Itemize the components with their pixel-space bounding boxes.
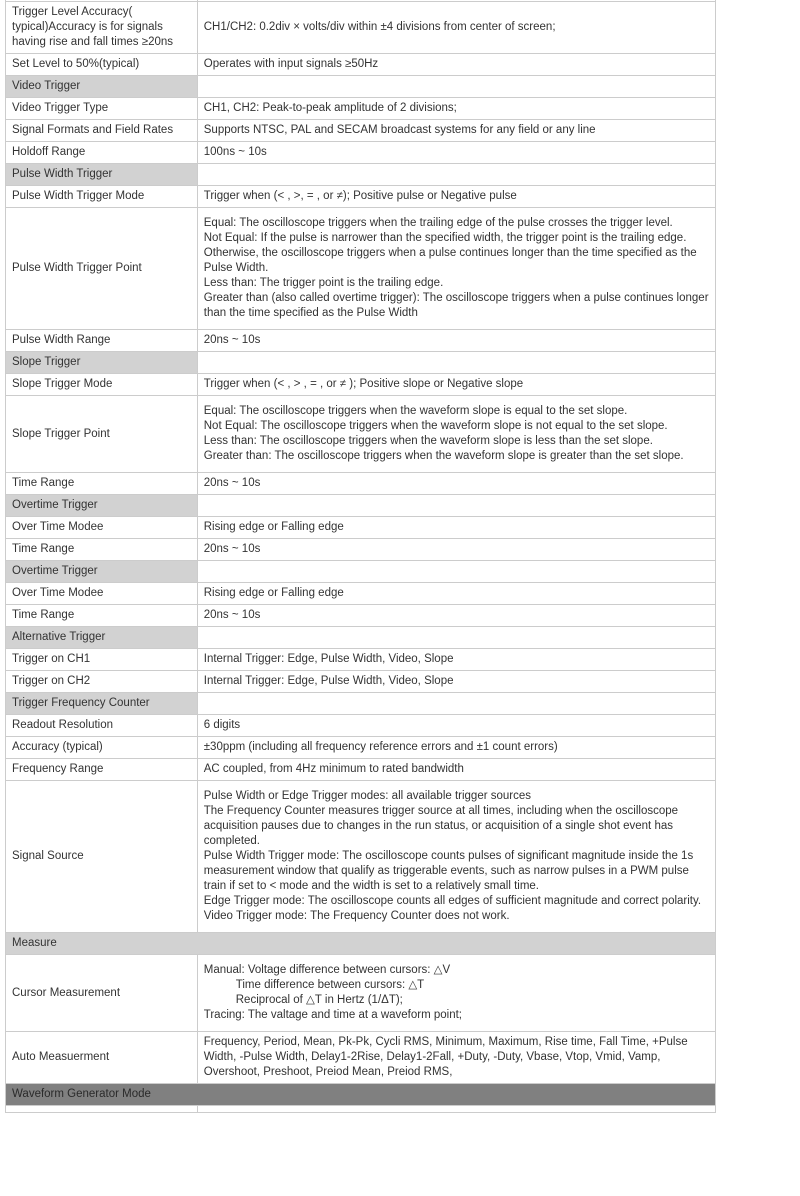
spec-value-line: 20ns ~ 10s xyxy=(203,477,261,489)
spec-value-line: 6 digits xyxy=(203,719,241,731)
spec-value-line: Rising edge or Falling edge xyxy=(203,521,344,533)
table-row xyxy=(6,473,716,495)
spec-value-cell xyxy=(197,715,715,737)
spec-value-line: 100ns ~ 10s xyxy=(203,146,267,158)
spec-key-cell: Cursor Measurement xyxy=(6,955,198,1032)
spec-key-cell: Slope Trigger Point xyxy=(6,396,198,473)
table-row xyxy=(6,98,716,120)
table-row xyxy=(6,955,716,1032)
spec-value-line: Pulse Width Trigger mode: The oscilloscope counts pulses of significant magnitude inside the 1s measurement window that qualify as triggerable events, such as narrow pulses in a PWM pulse train if set to < mode and the width is set to a relatively small time. xyxy=(203,850,694,892)
spec-key-cell: Time Range xyxy=(6,605,198,627)
section-title: Overtime Trigger xyxy=(6,561,198,583)
table-row xyxy=(6,781,716,933)
spec-key-cell: Holdoff Range xyxy=(6,142,198,164)
spec-value-line: CH1/CH2: 0.2div × volts/div within ±4 divisions from center of screen; xyxy=(203,21,556,33)
spec-value-cell xyxy=(197,583,715,605)
spec-value-line: Supports NTSC, PAL and SECAM broadcast systems for any field or any line xyxy=(203,124,596,136)
spec-value-line: Greater than: The oscilloscope triggers when the waveform slope is greater than the set slope. xyxy=(203,450,684,462)
spec-value-cell xyxy=(197,2,715,54)
section-title: Measure xyxy=(6,933,716,955)
section-header-row xyxy=(6,495,716,517)
spec-key-cell: Signal Source xyxy=(6,781,198,933)
spec-value-cell xyxy=(197,737,715,759)
section-empty-cell xyxy=(197,352,715,374)
spec-value-line: Equal: The oscilloscope triggers when the waveform slope is equal to the set slope. xyxy=(203,405,628,417)
spec-value-line: Trigger when (< , >, = , or ≠); Positive pulse or Negative pulse xyxy=(203,190,517,202)
spec-value-cell xyxy=(197,98,715,120)
table-row xyxy=(6,120,716,142)
spec-value-line: Trigger when (< , > , = , or ≠ ); Positive slope or Negative slope xyxy=(203,378,524,390)
specifications-table xyxy=(5,0,716,1113)
spec-value-cell xyxy=(197,517,715,539)
spec-key-cell: Pulse Width Trigger Mode xyxy=(6,186,198,208)
spec-value-cell xyxy=(197,605,715,627)
spec-key-cell: Signal Formats and Field Rates xyxy=(6,120,198,142)
section-empty-cell xyxy=(197,76,715,98)
spec-value-cell xyxy=(197,54,715,76)
spec-key-cell: Accuracy (typical) xyxy=(6,737,198,759)
spec-key-cell: Time Range xyxy=(6,473,198,495)
section-empty-cell xyxy=(197,693,715,715)
spec-key-cell: Trigger on CH1 xyxy=(6,649,198,671)
spec-value-cell xyxy=(197,120,715,142)
spec-key-cell: Over Time Modee xyxy=(6,583,198,605)
table-row xyxy=(6,1106,716,1113)
table-row xyxy=(6,374,716,396)
table-row xyxy=(6,54,716,76)
spec-value-line: Not Equal: If the pulse is narrower than the specified width, the trigger point is the trailing edge. Otherwise, the oscilloscope triggers when a pulse continues longer than the time specified as the Pulse Width. xyxy=(203,232,697,274)
section-header-row xyxy=(6,561,716,583)
spec-value-cell xyxy=(197,759,715,781)
spec-value-cell xyxy=(197,473,715,495)
spec-value-line: AC coupled, from 4Hz minimum to rated bandwidth xyxy=(203,763,464,775)
spec-value-cell xyxy=(197,1032,715,1084)
spec-value-cell xyxy=(197,396,715,473)
section-title: Slope Trigger xyxy=(6,352,198,374)
section-header-row-dark xyxy=(6,1084,716,1106)
spec-key-cell: Auto Measuerment xyxy=(6,1032,198,1084)
spec-value-cell xyxy=(197,671,715,693)
spec-value-line: Time difference between cursors: △T xyxy=(235,979,425,991)
spec-value-cell xyxy=(197,649,715,671)
table-row xyxy=(6,2,716,54)
table-row xyxy=(6,396,716,473)
table-row xyxy=(6,737,716,759)
section-header-row xyxy=(6,693,716,715)
section-header-row xyxy=(6,76,716,98)
table-row xyxy=(6,715,716,737)
spec-value-line: CH1, CH2: Peak-to-peak amplitude of 2 divisions; xyxy=(203,102,457,114)
section-title: Alternative Trigger xyxy=(6,627,198,649)
spec-value-line: Edge Trigger mode: The oscilloscope counts all edges of sufficient magnitude and correct polarity. xyxy=(203,895,702,907)
spec-value-line: Not Equal: The oscilloscope triggers when the waveform slope is not equal to the set slope. xyxy=(203,420,668,432)
specifications-table-body xyxy=(6,0,716,1113)
section-empty-cell xyxy=(197,627,715,649)
spec-value-line: 20ns ~ 10s xyxy=(203,609,261,621)
spec-value-line: Operates with input signals ≥50Hz xyxy=(203,58,379,70)
spec-value-line: Internal Trigger: Edge, Pulse Width, Video, Slope xyxy=(203,653,454,665)
table-row xyxy=(6,517,716,539)
spec-value-cell xyxy=(197,142,715,164)
spec-value-cell xyxy=(197,1106,715,1113)
spec-value-line: 20ns ~ 10s xyxy=(203,543,261,555)
spec-value-cell xyxy=(197,539,715,561)
table-row xyxy=(6,605,716,627)
table-row xyxy=(6,583,716,605)
spec-value-line: Greater than (also called overtime trigger): The oscilloscope triggers when a pulse continues longer than the time specified as the Pulse Width xyxy=(203,292,709,319)
spec-value-line: The Frequency Counter measures trigger source at all times, including when the oscilloscope acquisition pauses due to changes in the run status, or acquisition of a single shot event has completed. xyxy=(203,805,679,847)
table-row xyxy=(6,330,716,352)
spec-value-cell xyxy=(197,330,715,352)
spec-value-line: Rising edge or Falling edge xyxy=(203,587,344,599)
section-header-row xyxy=(6,352,716,374)
table-row xyxy=(6,208,716,330)
section-title: Video Trigger xyxy=(6,76,198,98)
table-row xyxy=(6,186,716,208)
spec-value-line: Reciprocal of △T in Hertz (1/ΔT); xyxy=(235,994,403,1006)
spec-value-line: Internal Trigger: Edge, Pulse Width, Video, Slope xyxy=(203,675,454,687)
spec-key-cell: Over Time Modee xyxy=(6,517,198,539)
table-row xyxy=(6,539,716,561)
spec-value-cell xyxy=(197,955,715,1032)
spec-key-cell: Pulse Width Trigger Point xyxy=(6,208,198,330)
spec-value-cell xyxy=(197,781,715,933)
section-header-row-full xyxy=(6,933,716,955)
spec-value-line: Less than: The oscilloscope triggers when the waveform slope is less than the set slope. xyxy=(203,435,653,447)
section-title: Pulse Width Trigger xyxy=(6,164,198,186)
spec-value-cell xyxy=(197,186,715,208)
spec-key-cell: Trigger Level Accuracy( typical)Accuracy is for signals having rise and fall times ≥20ns xyxy=(6,2,198,54)
section-empty-cell xyxy=(197,561,715,583)
table-row xyxy=(6,142,716,164)
spec-key-cell: Video Trigger Type xyxy=(6,98,198,120)
table-row xyxy=(6,1032,716,1084)
table-row xyxy=(6,649,716,671)
spec-value-line: Equal: The oscilloscope triggers when the trailing edge of the pulse crosses the trigger level. xyxy=(203,217,673,229)
spec-key-cell: Set Level to 50%(typical) xyxy=(6,54,198,76)
spec-value-line: 20ns ~ 10s xyxy=(203,334,261,346)
spec-key-cell: Slope Trigger Mode xyxy=(6,374,198,396)
spec-key-cell: Pulse Width Range xyxy=(6,330,198,352)
spec-value-line: Video Trigger mode: The Frequency Counter does not work. xyxy=(203,910,510,922)
spec-key-cell: Time Range xyxy=(6,539,198,561)
table-row xyxy=(6,671,716,693)
spec-key-cell: Trigger on CH2 xyxy=(6,671,198,693)
spec-key-cell: Frequency Range xyxy=(6,759,198,781)
table-row xyxy=(6,759,716,781)
spec-value-cell xyxy=(197,208,715,330)
section-header-row xyxy=(6,627,716,649)
section-title: Waveform Generator Mode xyxy=(6,1084,716,1106)
spec-key-cell xyxy=(6,1106,198,1113)
section-title: Trigger Frequency Counter xyxy=(6,693,198,715)
spec-value-line: Frequency, Period, Mean, Pk-Pk, Cycli RMS, Minimum, Maximum, Rise time, Fall Time, +Pulse Width, -Pulse Width, Delay1-2Rise, Delay1-2Fall, +Duty, -Duty, Vbase, Vtop, Vmid, Vamp, Overshoot, Preshoot, Preiod Mean, Preiod RMS, xyxy=(203,1036,688,1078)
spec-value-line: Less than: The trigger point is the trailing edge. xyxy=(203,277,444,289)
spec-value-cell xyxy=(197,374,715,396)
spec-value-line: ±30ppm (including all frequency reference errors and ±1 count errors) xyxy=(203,741,558,753)
section-empty-cell xyxy=(197,495,715,517)
section-title: Overtime Trigger xyxy=(6,495,198,517)
section-empty-cell xyxy=(197,164,715,186)
spec-value-line: Manual: Voltage difference between cursors: △V xyxy=(203,964,451,976)
spec-key-cell: Readout Resolution xyxy=(6,715,198,737)
spec-value-line: Tracing: The valtage and time at a waveform point; xyxy=(203,1009,462,1021)
spec-value-line: Pulse Width or Edge Trigger modes: all available trigger sources xyxy=(203,790,532,802)
section-header-row xyxy=(6,164,716,186)
